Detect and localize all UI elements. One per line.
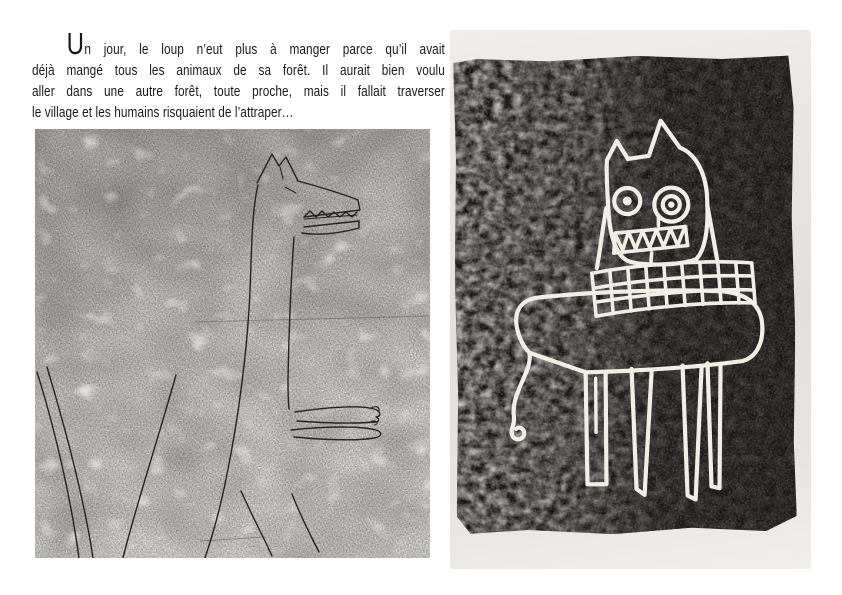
right-artwork	[453, 55, 797, 536]
dropcap-letter: U	[66, 27, 85, 61]
monoprint-texture	[35, 129, 430, 558]
black-ink-field	[453, 55, 797, 536]
story-line-2: déjà mangé tous les animaux de sa forêt. Il aurait bien voulu	[32, 62, 445, 79]
left-artwork	[35, 129, 430, 558]
story-line-1-text: n jour, le loup n’eut plus à manger parce qu’il avait	[84, 41, 445, 58]
story-line-3: aller dans une autre forêt, toute proche, mais il fallait traverser	[32, 83, 445, 100]
wolf-print-illustration	[453, 55, 797, 536]
story-line-1	[32, 27, 445, 61]
wolf-sketch-illustration	[35, 129, 430, 558]
story-paragraph	[32, 27, 445, 123]
story-line-4: le village et les humains risquaient de l’attraper…	[32, 104, 294, 121]
